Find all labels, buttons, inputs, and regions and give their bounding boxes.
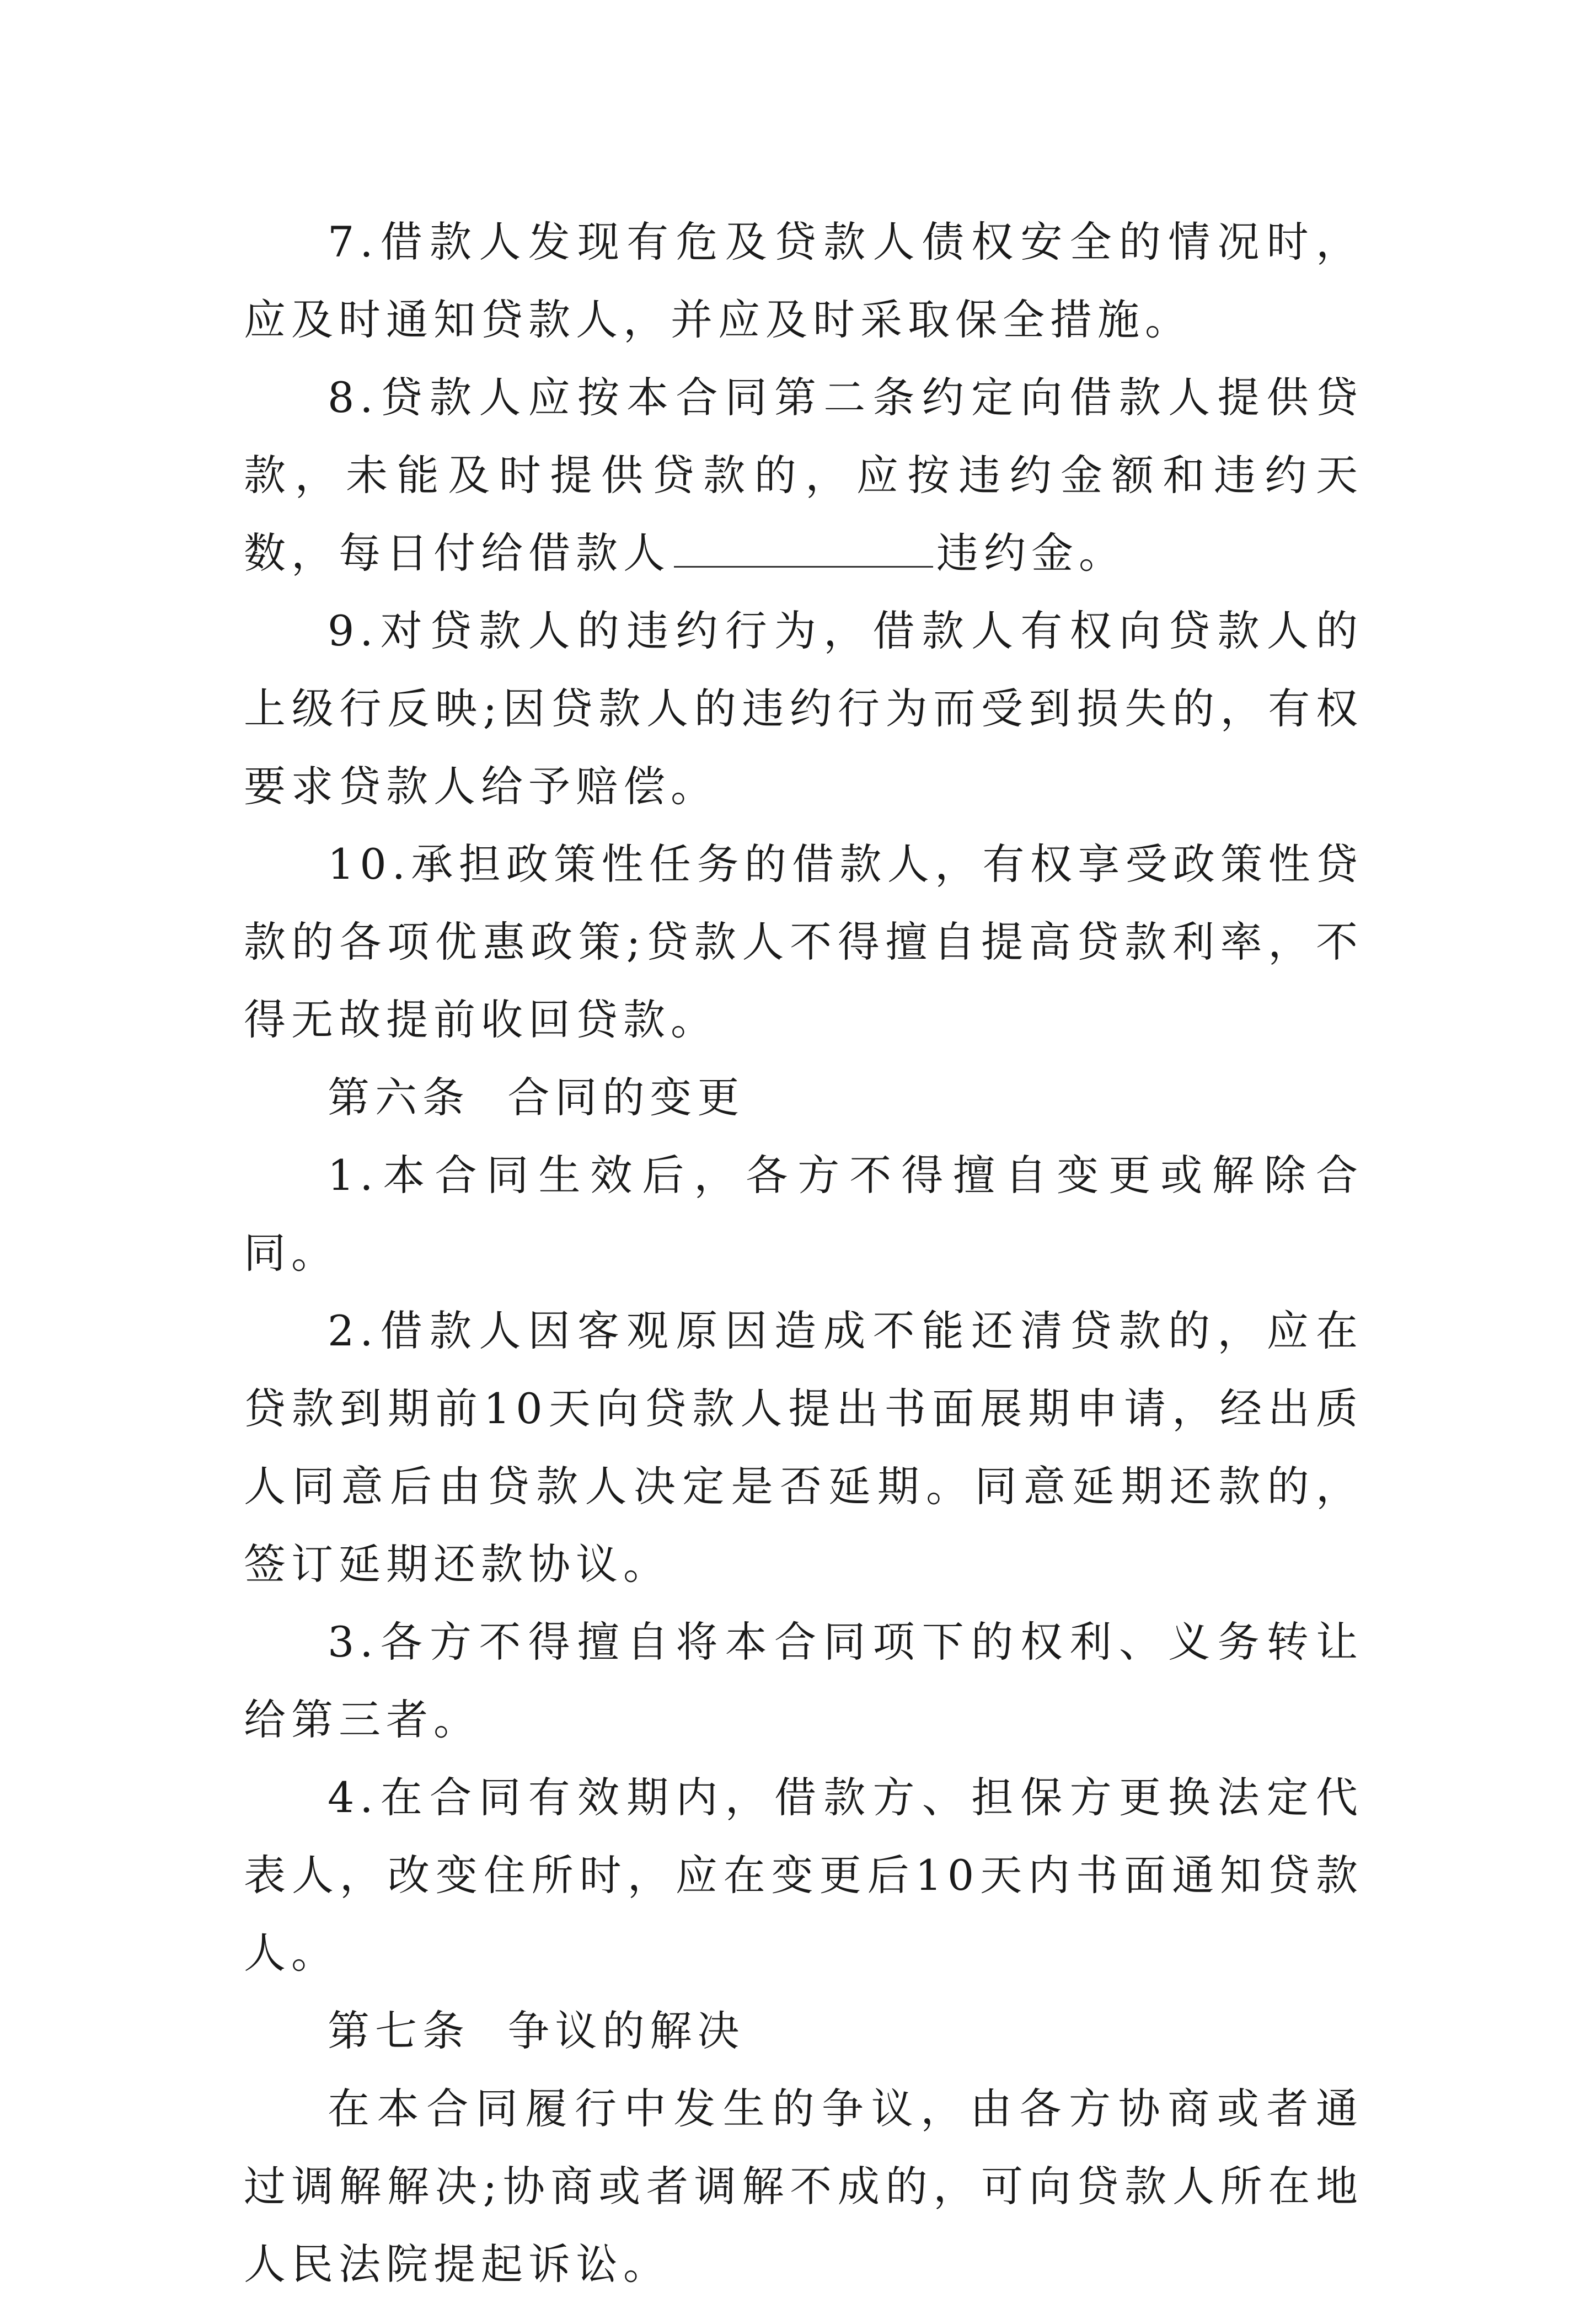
- clause-paragraph-8: [244, 359, 1363, 592]
- clause-6-1: 1.本合同生效后，各方不得擅自变更或解除合同。: [244, 1151, 1363, 1278]
- clause-6-4: 4.在合同有效期内，借款方、担保方更换法定代表人，改变住所时，应在变更后10天内书面通知贷款人。: [244, 1773, 1363, 1978]
- clause-7-1: 在本合同履行中发生的争议，由各方协商或者通过调解解决;协商或者调解不成的，可向贷款人所在地人民法院提起诉讼。: [244, 2084, 1363, 2289]
- clause-paragraph-10: 10.承担政策性任务的借款人，有权享受政策性贷款的各项优惠政策;贷款人不得擅自提高贷款利率，不得无故提前收回贷款。: [244, 840, 1363, 1044]
- clause-6-3: 3.各方不得擅自将本合同项下的权利、义务转让给第三者。: [244, 1617, 1363, 1744]
- document-body: [244, 203, 1363, 2303]
- section-heading-6: 第六条 合同的变更: [328, 1073, 745, 1122]
- clause-paragraph-7: 7.借款人发现有危及贷款人债权安全的情况时，应及时通知贷款人，并应及时采取保全措施。: [244, 217, 1363, 344]
- clause-8-text-after: 违约金。: [936, 528, 1126, 578]
- clause-paragraph-9: 9.对贷款人的违约行为，借款人有权向贷款人的上级行反映;因贷款人的违约行为而受到损失的，有权要求贷款人给予赔偿。: [244, 606, 1363, 811]
- fill-in-blank: [674, 565, 933, 568]
- clause-6-2: 2.借款人因客观原因造成不能还清贷款的，应在贷款到期前10天向贷款人提出书面展期申请，经出质人同意后由贷款人决定是否延期。同意延期还款的，签订延期还款协议。: [244, 1306, 1363, 1589]
- clause-8-text-before: 8.贷款人应按本合同第二条约定向借款人提供贷款，未能及时提供贷款的，应按违约金额和违约天数，每日付给借款人: [244, 373, 1363, 578]
- section-heading-7: 第七条 争议的解决: [328, 2006, 745, 2055]
